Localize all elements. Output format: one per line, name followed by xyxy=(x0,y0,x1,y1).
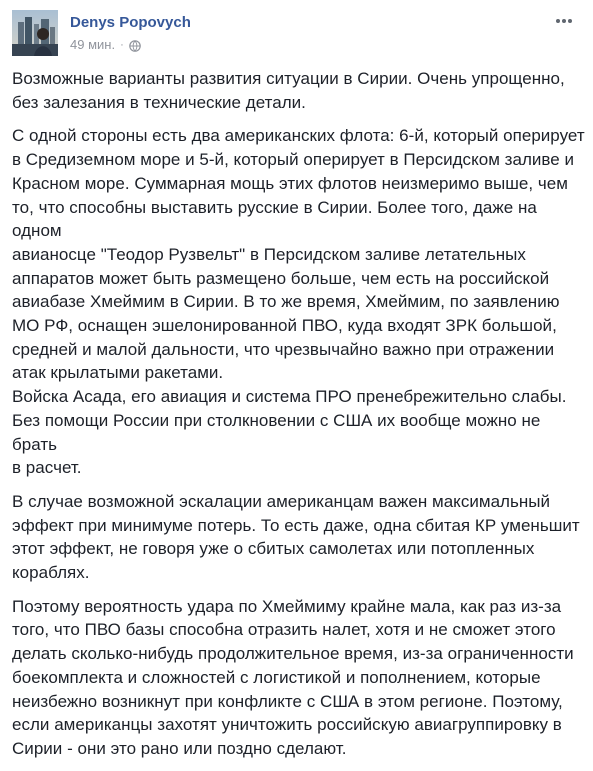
meta-separator: · xyxy=(120,39,124,51)
post-author[interactable]: Denys Popovych xyxy=(70,14,191,31)
post-header xyxy=(12,10,581,60)
post-text xyxy=(12,67,587,771)
post-paragraph: Поэтому вероятность удара по Хмеймиму крайне мала, как раз из-за того, что ПВО базы способна отразить налет, хотя и не сможет этого делать сколько-нибудь продолжительное время, из-за ограниченности боекомплекта и сложностей с логистикой и пополнением, которые неизбежно возникнут при конфликте с США в этом регионе. Поэтому, если американцы захотят уничтожить российскую авиагруппировку в Сирии - они это рано или поздно сделают. xyxy=(12,596,574,758)
post-timestamp[interactable]: 49 мин. xyxy=(70,37,116,52)
post-meta xyxy=(70,36,141,54)
post-paragraph: С одной стороны есть два американских флота: 6-й, который оперирует в Средиземном море и 5-й, который оперирует в Персидском заливе и Красном море. Суммарная мощь этих флотов неизмеримо выше, чем то, что способны выставить русские в Сирии. Более того, даже на одном авианосце "Теодор Рузвельт" в Персидском заливе летательных аппаратов может быть размещено больше, чем есть на российской авиабазе Хмеймим в Сирии. В то же время, Хмеймим, по заявлению МО РФ, оснащен эшелонированной ПВО, куда входят ЗРК большой, средней и малой дальности, что чрезвычайно важно при отражении атак крылатыми ракетами. Войска Асада, его авиация и система ПРО пренебрежительно слабы. Без помощи России при столкновении с США их вообще можно не брать в расчет. xyxy=(12,126,585,478)
post-paragraph: Возможные варианты развития ситуации в Сирии. Очень упрощенно, без залезания в технические детали. xyxy=(12,69,565,112)
more-options-icon[interactable] xyxy=(551,12,577,30)
post-paragraph: В случае возможной эскалации американцам важен максимальный эффект при минимуме потерь. То есть даже, одна сбитая КР уменьшит этот эффект, не говоря уже о сбитых самолетах или потопленных кораблях. xyxy=(12,491,580,583)
avatar-image xyxy=(12,10,58,56)
globe-icon[interactable] xyxy=(129,39,141,51)
avatar[interactable] xyxy=(12,10,58,56)
